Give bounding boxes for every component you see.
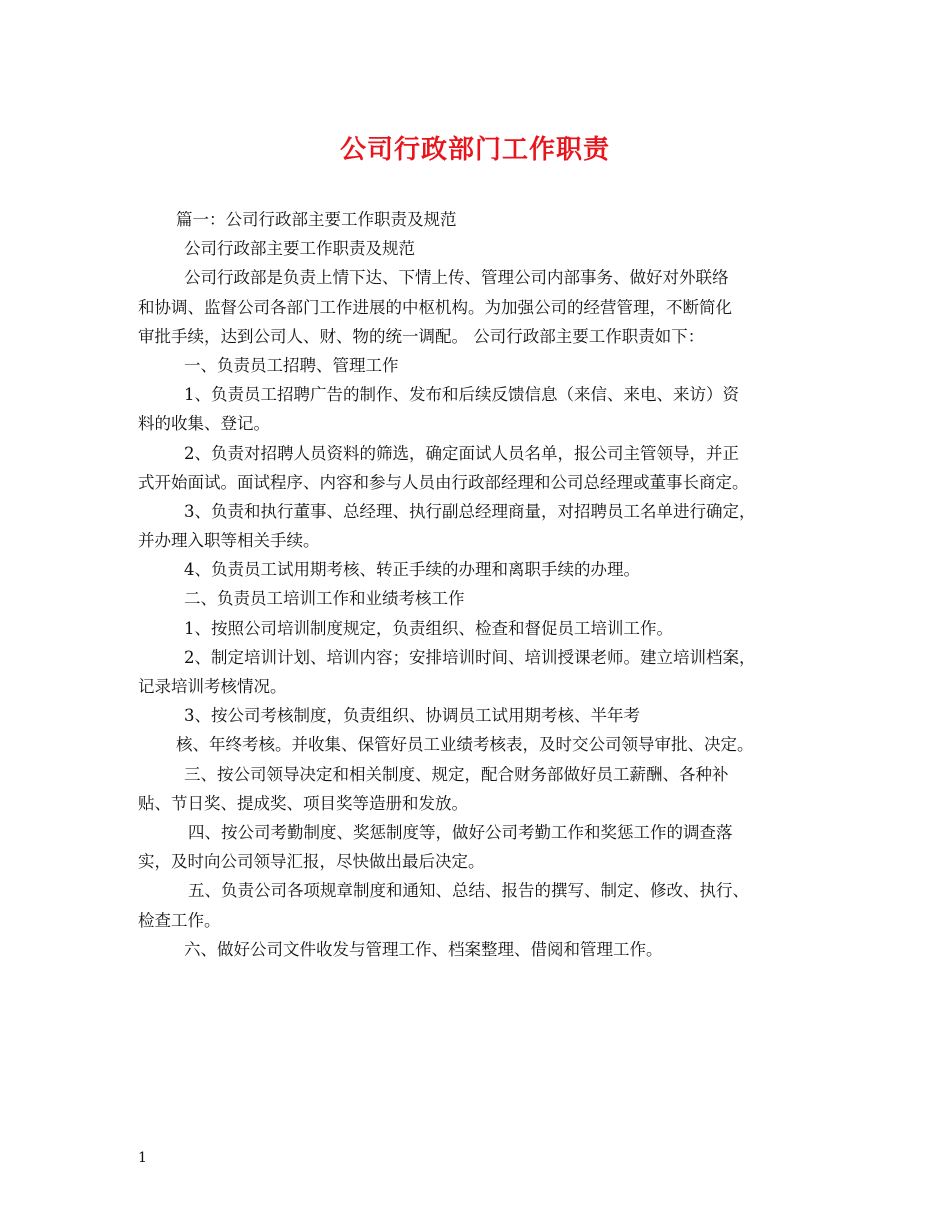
- paragraph-line: 公司行政部主要工作职责及规范: [184, 239, 415, 259]
- document-body: [138, 205, 828, 964]
- paragraph-line: 篇一：公司行政部主要工作职责及规范: [176, 210, 457, 229]
- paragraph-line: 3、负责和执行董事、总经理、执行副总经理商量，对招聘员工名单进行确定，: [184, 501, 756, 521]
- paragraph-line: 2、制定培训计划、培训内容；安排培训时间、培训授课老师。建立培训档案，: [184, 647, 756, 667]
- paragraph-line: 实，及时向公司领导汇报，尽快做出最后决定。: [138, 852, 485, 872]
- paragraph-line: 检查工作。: [138, 910, 221, 930]
- paragraph-line: 和协调、监督公司各部门工作进展的中枢机构。为加强公司的经营管理，不断简化: [138, 297, 732, 317]
- paragraph-line: 三、按公司领导决定和相关制度、规定，配合财务部做好员工薪酬、各种补: [184, 764, 729, 784]
- paragraph-line: 4、负责员工试用期考核、转正手续的办理和离职手续的办理。: [184, 560, 640, 580]
- page-number: 1: [138, 1150, 147, 1166]
- paragraph-line: 并办理入职等相关手续。: [138, 531, 320, 551]
- paragraph-line: 式开始面试。面试程序、内容和参与人员由行政部经理和公司总经理或董事长商定。: [138, 472, 749, 492]
- paragraph-line: 一、负责员工招聘、管理工作: [184, 355, 399, 375]
- document-title: 公司行政部门工作职责: [339, 135, 610, 165]
- paragraph-line: 审批手续，达到公司人、财、物的统一调配。 公司行政部主要工作职责如下：: [138, 326, 705, 346]
- paragraph-line: 3、按公司考核制度，负责组织、协调员工试用期考核、半年考: [184, 706, 640, 726]
- paragraph-line: 公司行政部是负责上情下达、下情上传、管理公司内部事务、做好对外联络: [184, 268, 729, 288]
- paragraph-line: 2、负责对招聘人员资料的筛选，确定面试人员名单，报公司主管领导，并正: [184, 443, 739, 463]
- paragraph-line: 1、按照公司培训制度规定，负责组织、检查和督促员工培训工作。: [184, 618, 673, 638]
- paragraph-line: 六、做好公司文件收发与管理工作、档案整理、借阅和管理工作。: [184, 939, 663, 959]
- paragraph-line: 四、按公司考勤制度、奖惩制度等，做好公司考勤工作和奖惩工作的调查落: [188, 822, 733, 842]
- paragraph-line: 记录培训考核情况。: [138, 677, 287, 696]
- paragraph-line: 核、年终考核。并收集、保管好员工业绩考核表，及时交公司领导审批、决定。: [176, 735, 754, 755]
- paragraph-line: 二、负责员工培训工作和业绩考核工作: [184, 589, 465, 609]
- paragraph-line: 1、负责员工招聘广告的制作、发布和后续反馈信息（来信、来电、来访）资: [184, 385, 739, 405]
- paragraph-line: 五、负责公司各项规章制度和通知、总结、报告的撰写、制定、修改、执行、: [188, 881, 749, 901]
- paragraph-line: 料的收集、登记。: [138, 414, 270, 434]
- paragraph-line: 贴、节日奖、提成奖、项目奖等造册和发放。: [138, 793, 468, 813]
